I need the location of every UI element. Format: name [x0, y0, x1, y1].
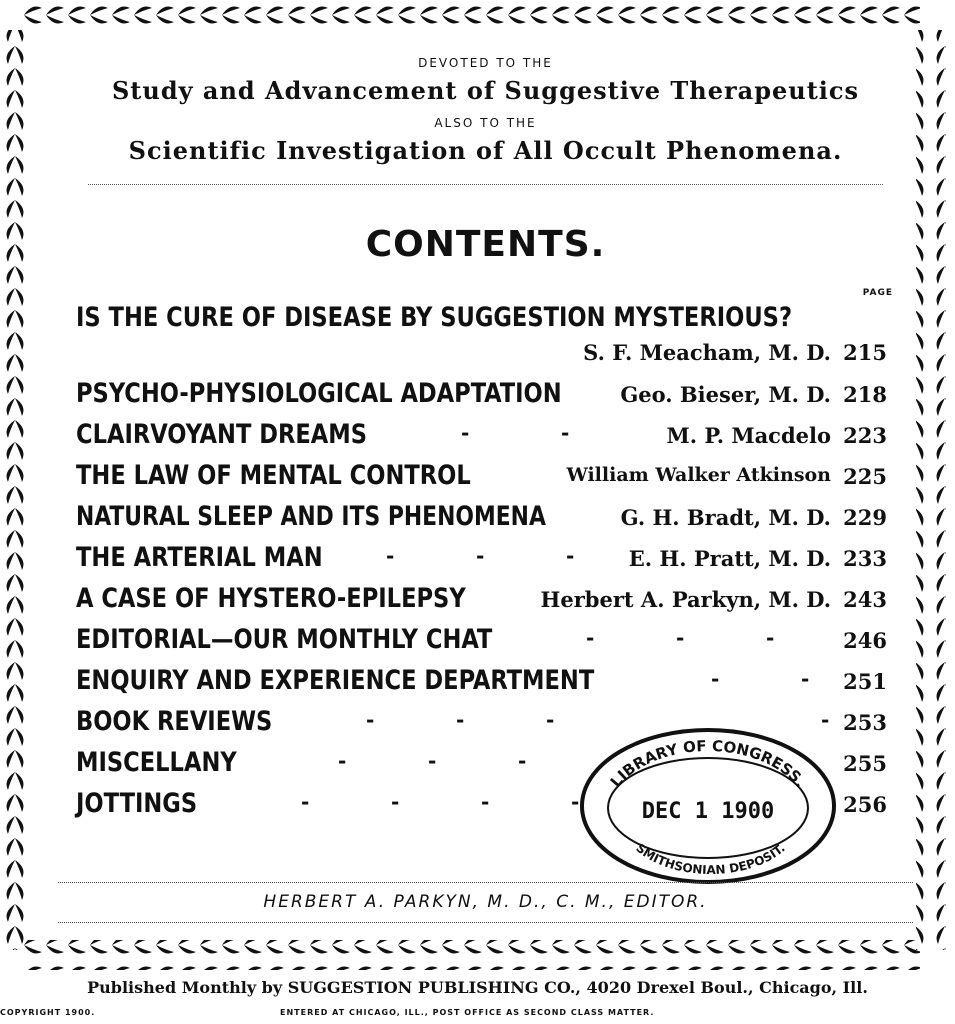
toc-page: 246 — [843, 628, 887, 653]
header-study: Study and Advancement of Suggestive Therapeutics — [111, 76, 860, 105]
leader-dash: - — [571, 790, 580, 814]
toc-row — [76, 501, 887, 541]
toc-title: IS THE CURE OF DISEASE BY SUGGESTION MYSTERIOUS? — [76, 302, 793, 333]
postal-entry-line: ENTERED AT CHICAGO, ILL., POST OFFICE AS SECOND CLASS MATTER. — [280, 1008, 655, 1017]
content-area — [58, 46, 913, 941]
toc-row — [76, 460, 887, 500]
leader-dash: - — [586, 626, 595, 650]
contents-title: CONTENTS. — [365, 224, 606, 265]
toc-page: 223 — [843, 423, 887, 448]
toc-page: 256 — [843, 792, 887, 817]
toc-row — [76, 419, 887, 459]
leader-dash: - — [676, 626, 685, 650]
leader-dash: - — [481, 790, 490, 814]
toc-page: 243 — [843, 587, 887, 612]
toc-title: JOTTINGS — [76, 788, 198, 819]
leader-dash: - — [561, 421, 570, 445]
leader-dash: - — [461, 421, 470, 445]
toc-author: S. F. Meacham, M. D. — [583, 340, 831, 365]
toc-title: THE ARTERIAL MAN — [76, 542, 323, 573]
leader-dash: - — [801, 667, 810, 691]
toc-author: Herbert A. Parkyn, M. D. — [540, 587, 831, 612]
header-devoted: DEVOTED TO THE — [418, 56, 553, 70]
toc-page: 229 — [843, 505, 887, 530]
library-stamp — [578, 726, 838, 886]
leader-dash: - — [386, 544, 395, 568]
editor-line: HERBERT A. PARKYN, M. D., C. M., EDITOR. — [263, 892, 708, 912]
leader-dash: - — [711, 667, 720, 691]
stamp-top-text: LIBRARY OF CONGRESS. — [606, 736, 810, 791]
divider — [88, 184, 883, 185]
toc-row — [76, 378, 887, 418]
toc-author: G. H. Bradt, M. D. — [620, 505, 831, 530]
toc-row — [76, 624, 887, 664]
leader-dash: - — [518, 749, 527, 773]
toc-page: 253 — [843, 710, 887, 735]
leader-dash: - — [391, 790, 400, 814]
copyright-line: COPYRIGHT 1900. — [0, 1008, 96, 1017]
toc-row — [76, 336, 887, 376]
toc-title: EDITORIAL—OUR MONTHLY CHAT — [76, 624, 493, 655]
toc-title: CLAIRVOYANT DREAMS — [76, 419, 368, 450]
leader-dash: - — [366, 708, 375, 732]
leader-dash: - — [301, 790, 310, 814]
toc-page: 225 — [843, 464, 887, 489]
toc-row — [76, 583, 887, 623]
toc-page: 215 — [843, 340, 887, 365]
toc-title: ENQUIRY AND EXPERIENCE DEPARTMENT — [76, 665, 595, 696]
leader-dash: - — [428, 749, 437, 773]
publisher-line: Published Monthly by SUGGESTION PUBLISHING CO., 4020 Drexel Boul., Chicago, Ill. — [87, 978, 868, 997]
leader-dash: - — [338, 749, 347, 773]
toc-title: THE LAW OF MENTAL CONTROL — [76, 460, 471, 491]
leader-dash: - — [546, 708, 555, 732]
leader-dash: - — [566, 544, 575, 568]
toc-page: 233 — [843, 546, 887, 571]
toc-page: 251 — [843, 669, 887, 694]
divider — [58, 882, 913, 883]
toc-author: William Walker Atkinson — [566, 464, 831, 486]
toc-title: MISCELLANY — [76, 747, 237, 778]
page-column-label: PAGE — [862, 288, 893, 298]
divider — [58, 922, 913, 923]
leader-dash: - — [476, 544, 485, 568]
toc-title: BOOK REVIEWS — [76, 706, 273, 737]
toc-author: Geo. Bieser, M. D. — [620, 382, 831, 407]
toc-title: A CASE OF HYSTERO-EPILEPSY — [76, 583, 466, 614]
toc-title: PSYCHO-PHYSIOLOGICAL ADAPTATION — [76, 378, 562, 409]
stamp-date: DEC 1 1900 — [641, 799, 775, 824]
toc-title: NATURAL SLEEP AND ITS PHENOMENA — [76, 501, 546, 532]
header-scientific: Scientific Investigation of All Occult Phenomena. — [128, 136, 843, 165]
toc-row — [76, 665, 887, 705]
stamp-bottom-text: SMITHSONIAN DEPOSIT. — [633, 840, 788, 878]
toc-page: 218 — [843, 382, 887, 407]
toc-author: E. H. Pratt, M. D. — [628, 546, 831, 571]
header-also: ALSO TO THE — [434, 116, 537, 130]
leader-dash: - — [766, 626, 775, 650]
toc-author: M. P. Macdelo — [666, 423, 831, 448]
leader-dash: - — [456, 708, 465, 732]
leader-dash: - — [821, 708, 830, 732]
toc-page: 255 — [843, 751, 887, 776]
toc-row — [76, 542, 887, 582]
